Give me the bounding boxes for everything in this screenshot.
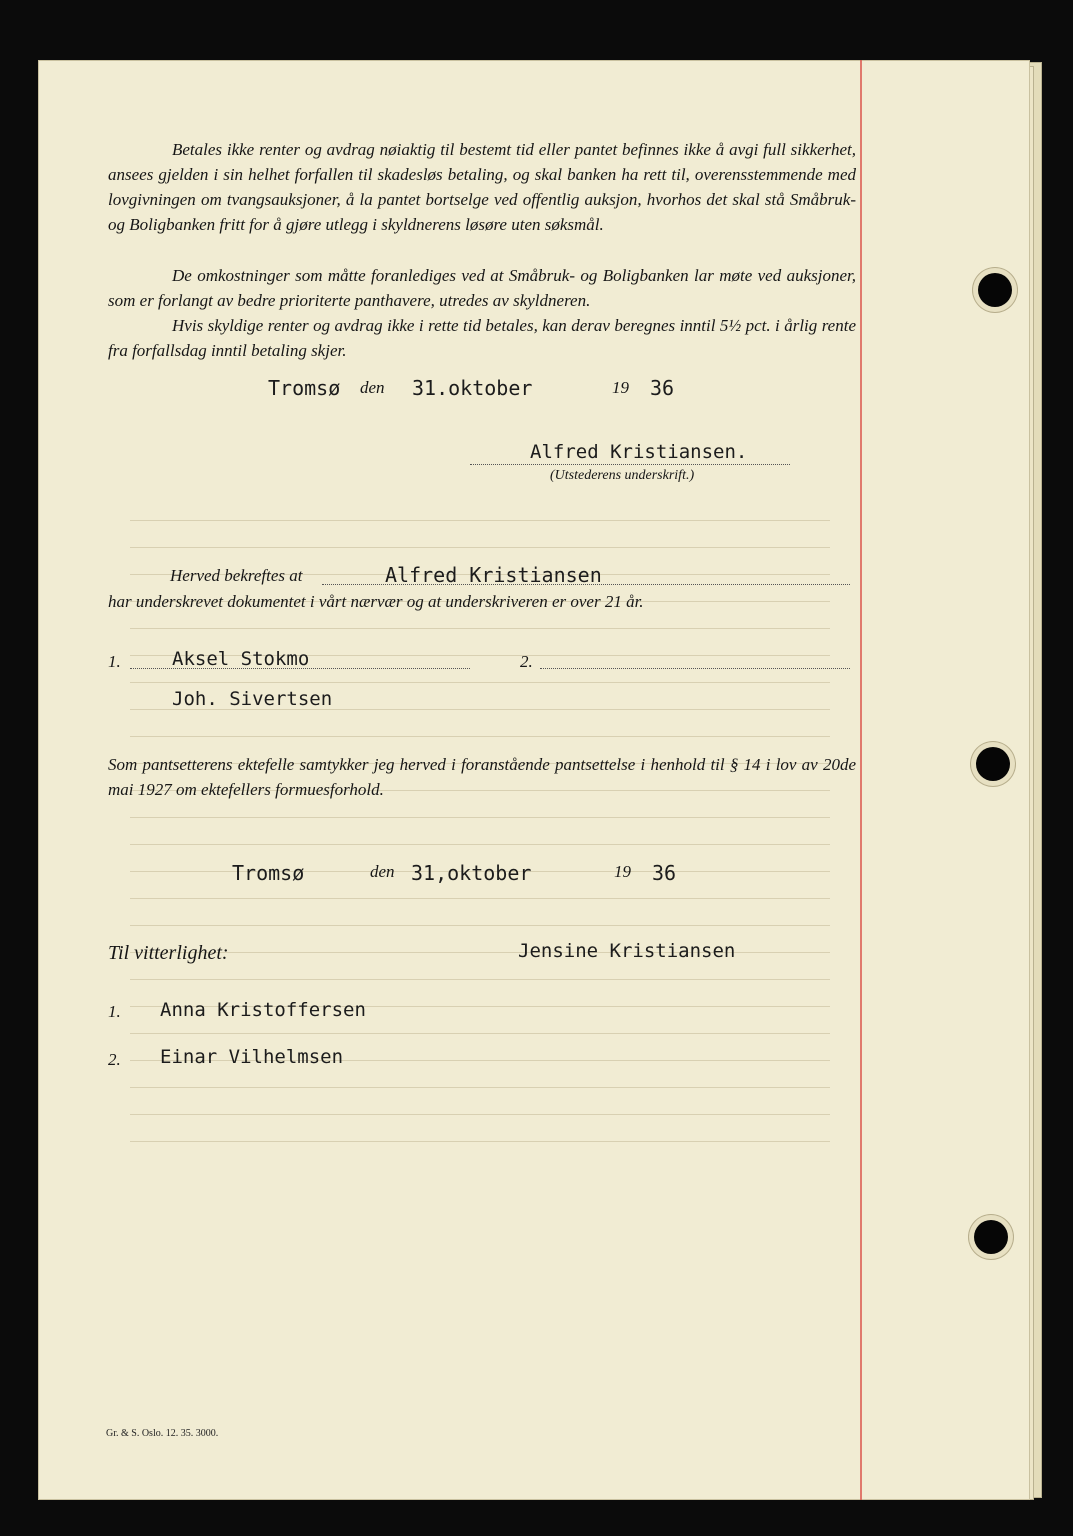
witness-1-number: 1. xyxy=(108,652,121,671)
interest-paragraph: Hvis skyldige renter og avdrag ikke i rette tid betales, kan derav beregnes inntil 5½ pct. i årlig rente fra forfallsdag inntil betaling skjer. xyxy=(108,316,856,360)
witness-1b-name: Joh. Sivertsen xyxy=(172,688,333,710)
red-margin-line xyxy=(860,60,862,1500)
second-date-place: Tromsø xyxy=(232,861,305,885)
first-date-year-suffix: 36 xyxy=(650,376,675,400)
auction-costs-paragraph: De omkostninger som måtte foranlediges ved at Småbruk- og Boligbanken lar møte ved auksjoner, som er forlangt av bedre prioriterte panthavere, utredes av skyldneren. xyxy=(108,266,856,310)
second-date-date: 31,oktober xyxy=(411,861,532,885)
witness-2-line xyxy=(540,668,850,669)
spouse-signature: Jensine Kristiansen xyxy=(518,940,736,962)
first-date-den-label: den xyxy=(360,378,385,397)
punch-hole-bottom xyxy=(974,1220,1008,1254)
confirmation-name-line xyxy=(322,584,850,585)
witness-2-number: 2. xyxy=(520,652,533,671)
punch-hole-middle xyxy=(976,747,1010,781)
spouse-consent-paragraph: Som pantsetterens ektefelle samtykker jeg herved i foranstående pantsettelse i henhold til § 14 i lov av 20de mai 1927 om ektefellers formuesforhold. xyxy=(108,755,856,799)
witness-heading: Til vitterlighet: xyxy=(108,942,229,964)
first-date-place: Tromsø xyxy=(268,376,341,400)
printer-imprint: Gr. & S. Oslo. 12. 35. 3000. xyxy=(106,1428,219,1439)
punch-hole-top xyxy=(978,273,1012,307)
second-date-year-prefix: 19 xyxy=(614,862,631,881)
confirmation-prefix: Herved bekreftes at xyxy=(170,566,303,585)
first-date-year-prefix: 19 xyxy=(612,378,629,397)
witness-b1-number: 1. xyxy=(108,1002,121,1021)
second-date-year-suffix: 36 xyxy=(652,861,677,885)
witness-b2-number: 2. xyxy=(108,1050,121,1069)
bleed-through-lines xyxy=(130,520,830,1168)
issuer-signature: Alfred Kristiansen. xyxy=(530,441,748,463)
issuer-signature-caption: (Utstederens underskrift.) xyxy=(550,468,695,483)
witness-1-name: Aksel Stokmo xyxy=(172,648,310,670)
witness-b2-name: Einar Vilhelmsen xyxy=(160,1046,344,1068)
first-date-date: 31.oktober xyxy=(412,376,533,400)
default-clause-paragraph: Betales ikke renter og avdrag nøiaktig til bestemt tid eller pantet befinnes ikke å avgi full sikkerhet, ansees gjelden i sin helhet forfallen til skadesløs betaling, og skal banken ha rett til, overensstemmende med lovgivningen om tvangsauksjoner, å la pantet bortselge ved offentlig auksjon, hvorhos det skal stå Småbruk- og Boligbanken fritt for å gjøre utlegg i skyldnerens løsøre uten søksmål. xyxy=(108,140,856,234)
issuer-signature-line xyxy=(470,464,790,465)
confirmation-statement: har underskrevet dokumentet i vårt nærvær og at underskriveren er over 21 år. xyxy=(108,592,644,611)
witness-b1-name: Anna Kristoffersen xyxy=(160,999,366,1021)
second-date-den-label: den xyxy=(370,862,395,881)
witness-1-line xyxy=(130,668,470,669)
confirmation-name: Alfred Kristiansen xyxy=(385,563,602,587)
